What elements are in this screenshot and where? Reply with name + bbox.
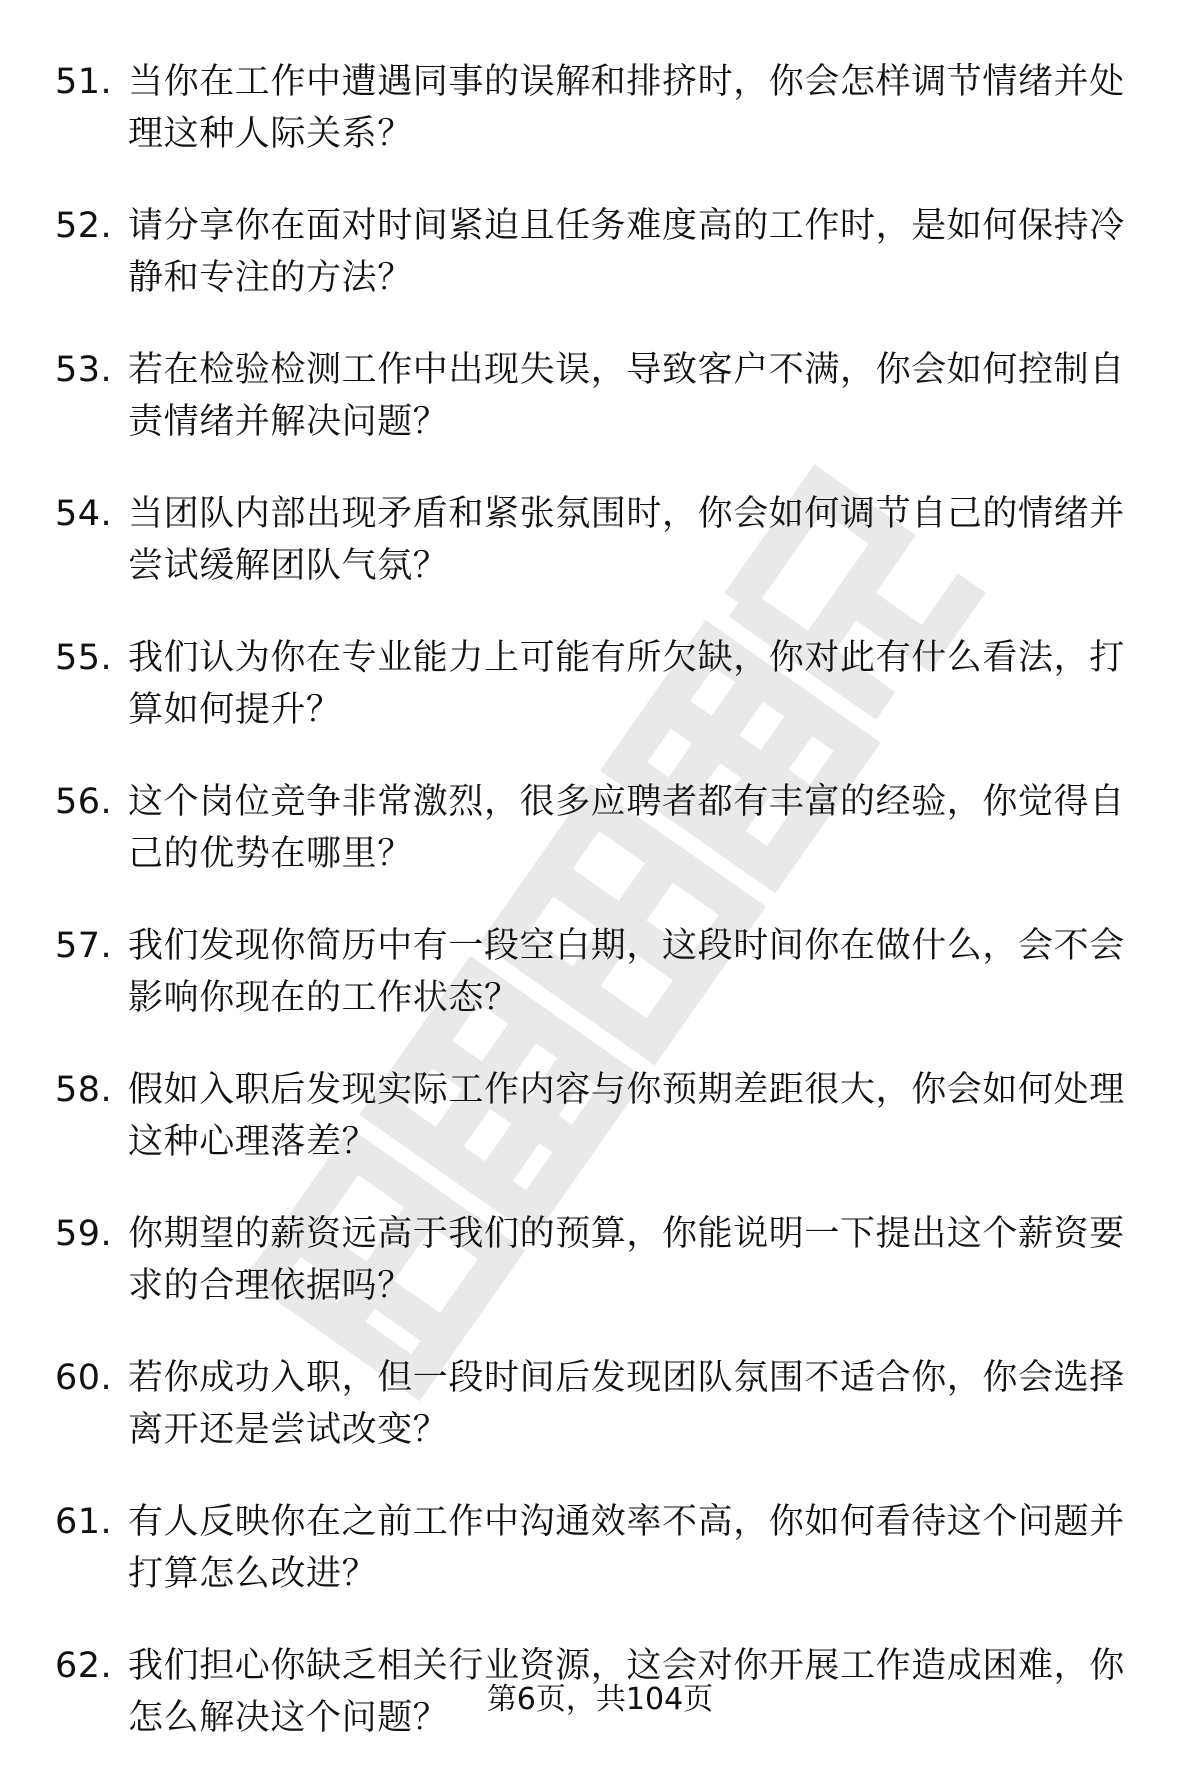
question-text: 我们认为你在专业能力上可能有所欠缺，你对此有什么看法，打算如何提升？ [128, 638, 1125, 730]
question-text: 有人反映你在之前工作中沟通效率不高，你如何看待这个问题并打算怎么改进？ [128, 1502, 1125, 1594]
list-item [55, 920, 1145, 1024]
question-number: 61. [55, 1502, 113, 1542]
question-number: 53. [55, 350, 113, 390]
question-text: 我们发现你简历中有一段空白期，这段时间你在做什么，会不会影响你现在的工作状态？ [128, 926, 1125, 1018]
question-text: 若你成功入职，但一段时间后发现团队氛围不适合你，你会选择离开还是尝试改变？ [128, 1358, 1125, 1450]
list-item [55, 1064, 1145, 1168]
list-item [55, 1352, 1145, 1456]
question-number: 51. [55, 62, 113, 102]
question-number: 58. [55, 1070, 113, 1110]
question-text: 这个岗位竞争非常激烈，很多应聘者都有丰富的经验，你觉得自己的优势在哪里？ [128, 782, 1125, 874]
question-number: 59. [55, 1214, 113, 1254]
question-text: 假如入职后发现实际工作内容与你预期差距很大，你会如何处理这种心理落差？ [128, 1070, 1125, 1162]
question-text: 当团队内部出现矛盾和紧张氛围时，你会如何调节自己的情绪并尝试缓解团队气氛？ [128, 494, 1125, 586]
question-number: 60. [55, 1358, 113, 1398]
question-text: 若在检验检测工作中出现失误，导致客户不满，你会如何控制自责情绪并解决问题？ [128, 350, 1125, 442]
question-number: 57. [55, 926, 113, 966]
list-item [55, 776, 1145, 880]
list-item [55, 1496, 1145, 1600]
question-text: 你期望的薪资远高于我们的预算，你能说明一下提出这个薪资要求的合理依据吗？ [128, 1214, 1125, 1306]
question-text: 请分享你在面对时间紧迫且任务难度高的工作时，是如何保持冷静和专注的方法？ [128, 206, 1125, 298]
list-item [55, 200, 1145, 304]
question-number: 54. [55, 494, 113, 534]
list-item [55, 1208, 1145, 1312]
list-item [55, 344, 1145, 448]
page-number-footer: 第6页，共104页 [486, 1682, 714, 1717]
question-number: 55. [55, 638, 113, 678]
question-number: 56. [55, 782, 113, 822]
list-item [55, 632, 1145, 736]
question-text: 我们担心你缺乏相关行业资源，这会对你开展工作造成困难，你怎么解决这个问题？ [128, 1646, 1125, 1738]
question-text: 当你在工作中遭遇同事的误解和排挤时，你会怎样调节情绪并处理这种人际关系？ [128, 62, 1125, 154]
question-number: 52. [55, 206, 113, 246]
question-number: 62. [55, 1646, 113, 1686]
list-item [55, 56, 1145, 160]
question-list [55, 56, 1145, 1784]
list-item [55, 488, 1145, 592]
